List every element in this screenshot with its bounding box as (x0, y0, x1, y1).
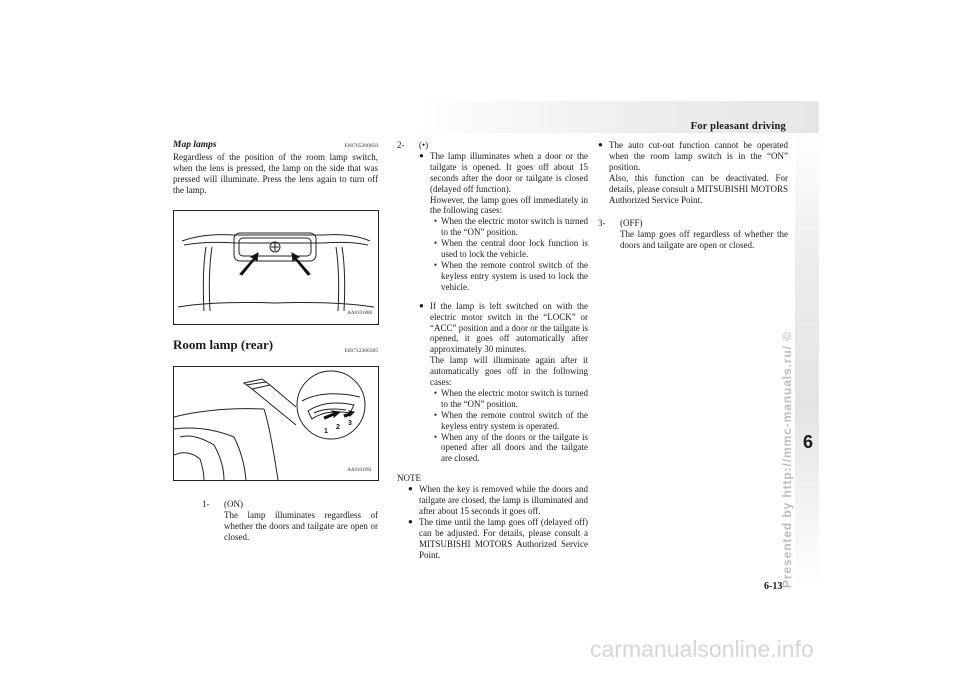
map-lamps-body: Regardless of the position of the room lamp switch, when the lens is pressed, the lamp on the side that was pressed will illuminate. Press the lens again to turn off the lamp. (173, 151, 378, 195)
position-3-label: (OFF) (620, 218, 643, 229)
position-2-bullet-2: If the lamp is left switched on with the electric motor switch in the “LOCK” or “ACC” position and a door or the tailgate is opened, it goes off automatically after approximately 30 minutes. (430, 300, 588, 355)
sub-item: When the electric motor switch is turned to the “ON” position. (441, 216, 588, 238)
list-item (598, 140, 788, 205)
note-item-2: The time until the lamp goes off (delayed off) can be adjusted. For details, please consult a MITSUBISHI MOTORS Authorized Service Point. (419, 516, 588, 560)
position-1-text: The lamp illuminates regardless of whether the doors and tailgate are open or closed. (224, 510, 378, 543)
position-1-label: (ON) (224, 499, 243, 510)
sub-item: When any of the doors or the tailgate is opened after all doors and the tailgate are closed. (441, 431, 588, 464)
sub-item: When the remote control switch of the keyless entry system is used to lock the vehicle. (441, 259, 588, 292)
list-item: • When any of the doors or the tailgate is opened after all doors and the tailgate are closed. (433, 431, 588, 464)
column-middle (397, 140, 588, 561)
watermark-bottom: carmanualsonline.info (590, 636, 814, 662)
map-lamp-figure (173, 210, 379, 325)
auto-cutout-extra: Also, this function can be deactivated. For details, please consult a MITSUBISHI MOTORS Authorized Service Point. (609, 172, 788, 205)
sub-item: When the central door lock function is used to lock the vehicle. (441, 238, 588, 260)
list-item: • When the central door lock function is used to lock the vehicle. (433, 238, 588, 260)
list-item: • When the electric motor switch is turned to the “ON” position. (433, 216, 588, 238)
callout-label-3: 3 (348, 420, 352, 428)
section-title: For pleasant driving (690, 121, 786, 132)
list-item (408, 484, 588, 517)
position-3-text: The lamp goes off regardless of whether the doors and tailgate are open or closed. (620, 229, 788, 251)
sub-item: When the electric motor switch is turned to the “ON” position. (441, 387, 588, 409)
page-number: 6-13 (764, 581, 783, 592)
map-lamps-title: Map lamps (173, 140, 217, 150)
column-right (598, 140, 788, 251)
map-lamps-code: E00765200058 (344, 143, 378, 149)
bullet-icon: ● (419, 300, 424, 310)
callout-label-2: 2 (336, 424, 340, 432)
bullet-icon: ● (419, 150, 424, 160)
auto-cutout-text: The auto cut-out function cannot be operated when the room lamp switch is in the “ON” position. (609, 140, 788, 172)
bullet-icon: ● (408, 484, 413, 494)
room-lamp-heading (173, 336, 378, 354)
list-item: • When the remote control switch of the keyless entry system is operated. (433, 409, 588, 431)
list-item (419, 151, 588, 216)
bullet-icon: ● (598, 140, 603, 149)
position-2-bullet-2-extra: The lamp will illuminate again after it automatically goes off in the following cases: (430, 355, 588, 388)
column-left (173, 140, 378, 543)
map-lamp-figure-code: AA0101888 (347, 310, 372, 316)
position-1-number: 1- (202, 499, 210, 510)
position-2-bullet-1: The lamp illuminates when a door or the tailgate is opened. It goes off about 15 seconds after the door or tailgate is closed (delayed off function). (430, 150, 588, 194)
room-lamp-figure-code: AA0101891 (347, 467, 372, 473)
list-item: • When the electric motor switch is turned to the “ON” position. (433, 387, 588, 409)
map-lamps-heading (173, 140, 378, 152)
position-2-number: 2- (397, 140, 405, 150)
position-1 (173, 499, 378, 543)
list-item: • When the remote control switch of the keyless entry system is used to lock the vehicle. (433, 259, 588, 292)
position-3 (598, 218, 788, 251)
watermark-vertical: Presented by http://mmc-manuals.ru/ © (780, 331, 794, 588)
note-label: NOTE (397, 473, 421, 484)
position-3-number: 3- (598, 218, 606, 229)
position-2-label: (•) (419, 140, 429, 150)
room-lamp-figure (173, 366, 379, 481)
room-lamp-illustration (174, 367, 378, 480)
room-lamp-title: Room lamp (rear) (173, 336, 274, 352)
list-item (419, 301, 588, 388)
room-lamp-code: E00712300385 (344, 347, 378, 354)
map-lamp-illustration (174, 211, 378, 324)
position-2 (397, 140, 588, 151)
sub-item: When the remote control switch of the keyless entry system is operated. (441, 409, 588, 431)
callout-label-1: 1 (324, 428, 328, 436)
list-item (408, 517, 588, 561)
note-item-1: When the key is removed while the doors and tailgate are closed, the lamp is illuminated and after about 15 seconds it goes off. (419, 484, 588, 516)
bullet-icon: ● (408, 516, 413, 526)
chapter-number: 6 (802, 432, 813, 452)
position-2-bullet-1-extra: However, the lamp goes off immediately in the following cases: (430, 194, 588, 216)
chapter-tab (795, 133, 819, 587)
